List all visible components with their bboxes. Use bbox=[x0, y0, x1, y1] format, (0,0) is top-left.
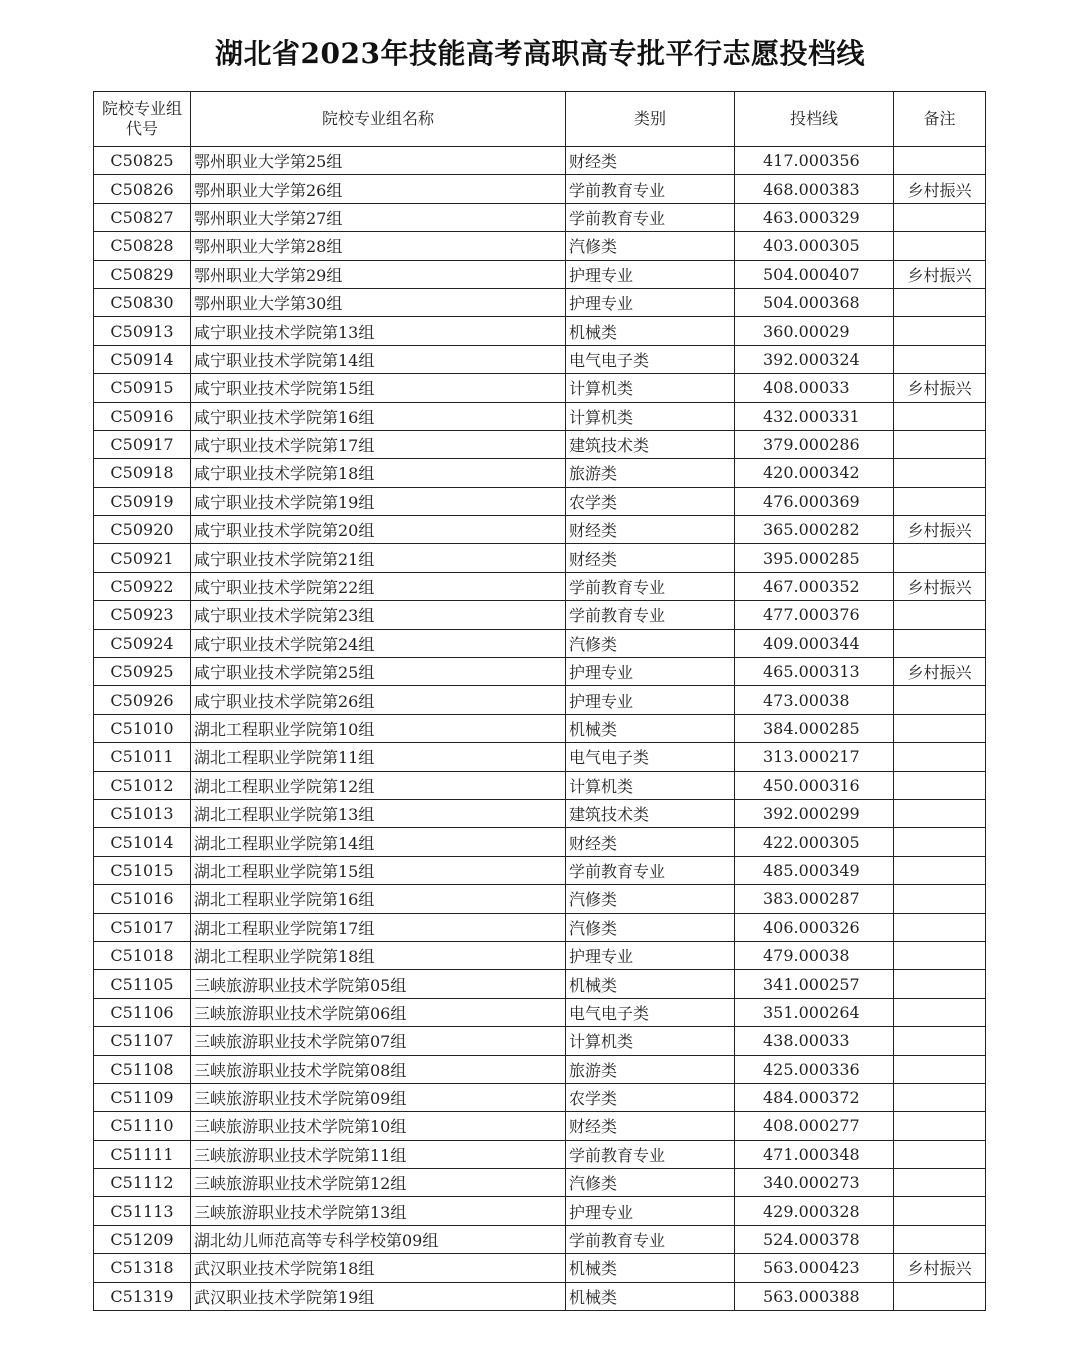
cell-remark bbox=[894, 1027, 986, 1055]
cell-remark bbox=[894, 1112, 986, 1140]
cell-code: C50923 bbox=[94, 601, 191, 629]
cell-code: C51011 bbox=[94, 743, 191, 771]
cell-category: 汽修类 bbox=[566, 885, 735, 913]
cell-score: 395.000285 bbox=[735, 544, 894, 572]
cell-code: C50926 bbox=[94, 686, 191, 714]
cell-name: 鄂州职业大学第27组 bbox=[191, 203, 566, 231]
table-row bbox=[94, 1112, 986, 1140]
table-row bbox=[94, 487, 986, 515]
cell-name: 鄂州职业大学第28组 bbox=[191, 232, 566, 260]
cell-remark bbox=[894, 1083, 986, 1111]
cell-code: C50920 bbox=[94, 516, 191, 544]
cell-code: C51016 bbox=[94, 885, 191, 913]
table-row bbox=[94, 203, 986, 231]
cell-category: 财经类 bbox=[566, 828, 735, 856]
cell-name: 三峡旅游职业技术学院第07组 bbox=[191, 1027, 566, 1055]
cell-remark: 乡村振兴 bbox=[894, 374, 986, 402]
cell-category: 电气电子类 bbox=[566, 345, 735, 373]
cell-remark bbox=[894, 601, 986, 629]
header-remark: 备注 bbox=[894, 92, 986, 147]
cell-name: 湖北工程职业学院第11组 bbox=[191, 743, 566, 771]
table-row bbox=[94, 317, 986, 345]
cell-category: 学前教育专业 bbox=[566, 1140, 735, 1168]
cell-category: 汽修类 bbox=[566, 629, 735, 657]
cell-remark bbox=[894, 1225, 986, 1253]
cell-category: 护理专业 bbox=[566, 260, 735, 288]
table-row bbox=[94, 459, 986, 487]
cell-name: 湖北工程职业学院第13组 bbox=[191, 799, 566, 827]
cell-code: C50922 bbox=[94, 572, 191, 600]
cell-code: C51108 bbox=[94, 1055, 191, 1083]
cell-name: 三峡旅游职业技术学院第11组 bbox=[191, 1140, 566, 1168]
cell-name: 咸宁职业技术学院第16组 bbox=[191, 402, 566, 430]
cell-score: 340.000273 bbox=[735, 1169, 894, 1197]
cell-code: C50917 bbox=[94, 430, 191, 458]
cell-code: C50921 bbox=[94, 544, 191, 572]
cell-score: 379.000286 bbox=[735, 430, 894, 458]
cell-name: 咸宁职业技术学院第24组 bbox=[191, 629, 566, 657]
table-row bbox=[94, 544, 986, 572]
cell-score: 408.000277 bbox=[735, 1112, 894, 1140]
cell-score: 524.000378 bbox=[735, 1225, 894, 1253]
table-row bbox=[94, 856, 986, 884]
cell-code: C51109 bbox=[94, 1083, 191, 1111]
header-score: 投档线 bbox=[735, 92, 894, 147]
cell-name: 咸宁职业技术学院第21组 bbox=[191, 544, 566, 572]
cell-remark bbox=[894, 544, 986, 572]
cell-remark bbox=[894, 998, 986, 1026]
cell-category: 旅游类 bbox=[566, 1055, 735, 1083]
cell-score: 432.000331 bbox=[735, 402, 894, 430]
table-row bbox=[94, 913, 986, 941]
table-body bbox=[94, 147, 986, 1311]
cell-score: 392.000324 bbox=[735, 345, 894, 373]
table-row bbox=[94, 885, 986, 913]
cell-category: 学前教育专业 bbox=[566, 203, 735, 231]
cell-score: 471.000348 bbox=[735, 1140, 894, 1168]
cell-score: 425.000336 bbox=[735, 1055, 894, 1083]
cell-remark bbox=[894, 885, 986, 913]
cell-code: C50914 bbox=[94, 345, 191, 373]
cell-score: 360.00029 bbox=[735, 317, 894, 345]
cell-name: 武汉职业技术学院第19组 bbox=[191, 1282, 566, 1310]
cell-code: C51319 bbox=[94, 1282, 191, 1310]
cell-code: C50826 bbox=[94, 175, 191, 203]
cell-code: C51018 bbox=[94, 941, 191, 969]
table-row bbox=[94, 1083, 986, 1111]
cell-score: 403.000305 bbox=[735, 232, 894, 260]
cell-score: 429.000328 bbox=[735, 1197, 894, 1225]
table-row bbox=[94, 1254, 986, 1282]
cell-remark bbox=[894, 714, 986, 742]
table-row bbox=[94, 288, 986, 316]
cell-name: 三峡旅游职业技术学院第09组 bbox=[191, 1083, 566, 1111]
cell-name: 鄂州职业大学第30组 bbox=[191, 288, 566, 316]
cell-name: 湖北工程职业学院第10组 bbox=[191, 714, 566, 742]
cell-remark bbox=[894, 941, 986, 969]
cell-category: 计算机类 bbox=[566, 1027, 735, 1055]
cell-score: 484.000372 bbox=[735, 1083, 894, 1111]
cell-remark bbox=[894, 203, 986, 231]
cell-name: 鄂州职业大学第29组 bbox=[191, 260, 566, 288]
cell-code: C51112 bbox=[94, 1169, 191, 1197]
table-row bbox=[94, 402, 986, 430]
cell-category: 计算机类 bbox=[566, 771, 735, 799]
cell-category: 电气电子类 bbox=[566, 998, 735, 1026]
cell-name: 咸宁职业技术学院第18组 bbox=[191, 459, 566, 487]
cell-name: 咸宁职业技术学院第22组 bbox=[191, 572, 566, 600]
cell-score: 563.000423 bbox=[735, 1254, 894, 1282]
cell-score: 450.000316 bbox=[735, 771, 894, 799]
cell-name: 湖北工程职业学院第12组 bbox=[191, 771, 566, 799]
cell-score: 467.000352 bbox=[735, 572, 894, 600]
table-row bbox=[94, 1140, 986, 1168]
cell-category: 农学类 bbox=[566, 1083, 735, 1111]
cell-score: 477.000376 bbox=[735, 601, 894, 629]
cell-code: C50913 bbox=[94, 317, 191, 345]
cell-category: 机械类 bbox=[566, 714, 735, 742]
cell-score: 341.000257 bbox=[735, 970, 894, 998]
table-row bbox=[94, 771, 986, 799]
cell-name: 湖北工程职业学院第18组 bbox=[191, 941, 566, 969]
cell-name: 三峡旅游职业技术学院第13组 bbox=[191, 1197, 566, 1225]
cell-remark bbox=[894, 232, 986, 260]
cell-category: 财经类 bbox=[566, 516, 735, 544]
cell-remark bbox=[894, 1169, 986, 1197]
table-row bbox=[94, 1225, 986, 1253]
cell-code: C51014 bbox=[94, 828, 191, 856]
table-row bbox=[94, 1169, 986, 1197]
cell-category: 学前教育专业 bbox=[566, 572, 735, 600]
table-row bbox=[94, 629, 986, 657]
cell-score: 473.00038 bbox=[735, 686, 894, 714]
cell-name: 咸宁职业技术学院第14组 bbox=[191, 345, 566, 373]
cell-category: 汽修类 bbox=[566, 913, 735, 941]
cell-name: 咸宁职业技术学院第26组 bbox=[191, 686, 566, 714]
table-row bbox=[94, 1027, 986, 1055]
table-row bbox=[94, 1197, 986, 1225]
cell-remark bbox=[894, 317, 986, 345]
cell-name: 鄂州职业大学第26组 bbox=[191, 175, 566, 203]
table-row bbox=[94, 260, 986, 288]
cell-name: 咸宁职业技术学院第19组 bbox=[191, 487, 566, 515]
cell-category: 建筑技术类 bbox=[566, 799, 735, 827]
cell-code: C51017 bbox=[94, 913, 191, 941]
cell-code: C50915 bbox=[94, 374, 191, 402]
table-row bbox=[94, 658, 986, 686]
header-name: 院校专业组名称 bbox=[191, 92, 566, 147]
cell-remark bbox=[894, 430, 986, 458]
cell-code: C51318 bbox=[94, 1254, 191, 1282]
cell-score: 392.000299 bbox=[735, 799, 894, 827]
cell-category: 护理专业 bbox=[566, 686, 735, 714]
cell-remark bbox=[894, 147, 986, 175]
cell-code: C50827 bbox=[94, 203, 191, 231]
header-code: 院校专业组代号 bbox=[94, 92, 191, 147]
cell-category: 学前教育专业 bbox=[566, 601, 735, 629]
cell-remark bbox=[894, 856, 986, 884]
table-row bbox=[94, 374, 986, 402]
cell-name: 咸宁职业技术学院第23组 bbox=[191, 601, 566, 629]
cell-remark bbox=[894, 1140, 986, 1168]
cell-remark bbox=[894, 629, 986, 657]
cell-score: 479.00038 bbox=[735, 941, 894, 969]
cell-code: C51106 bbox=[94, 998, 191, 1026]
cell-name: 咸宁职业技术学院第20组 bbox=[191, 516, 566, 544]
cell-code: C51013 bbox=[94, 799, 191, 827]
cell-remark bbox=[894, 288, 986, 316]
cell-name: 鄂州职业大学第25组 bbox=[191, 147, 566, 175]
cell-code: C50925 bbox=[94, 658, 191, 686]
cell-name: 三峡旅游职业技术学院第06组 bbox=[191, 998, 566, 1026]
cell-remark: 乡村振兴 bbox=[894, 260, 986, 288]
cell-code: C51010 bbox=[94, 714, 191, 742]
table-row bbox=[94, 799, 986, 827]
cell-remark bbox=[894, 970, 986, 998]
cell-name: 湖北幼儿师范高等专科学校第09组 bbox=[191, 1225, 566, 1253]
cell-remark bbox=[894, 799, 986, 827]
cell-score: 365.000282 bbox=[735, 516, 894, 544]
cell-name: 咸宁职业技术学院第17组 bbox=[191, 430, 566, 458]
table-row bbox=[94, 572, 986, 600]
cell-score: 351.000264 bbox=[735, 998, 894, 1026]
cell-name: 咸宁职业技术学院第15组 bbox=[191, 374, 566, 402]
cell-category: 电气电子类 bbox=[566, 743, 735, 771]
cell-code: C50828 bbox=[94, 232, 191, 260]
cell-score: 313.000217 bbox=[735, 743, 894, 771]
cell-category: 机械类 bbox=[566, 1282, 735, 1310]
cell-remark bbox=[894, 402, 986, 430]
cell-score: 485.000349 bbox=[735, 856, 894, 884]
cell-score: 408.00033 bbox=[735, 374, 894, 402]
cell-remark bbox=[894, 743, 986, 771]
cell-name: 三峡旅游职业技术学院第10组 bbox=[191, 1112, 566, 1140]
cell-remark bbox=[894, 345, 986, 373]
cell-name: 咸宁职业技术学院第13组 bbox=[191, 317, 566, 345]
cell-name: 湖北工程职业学院第17组 bbox=[191, 913, 566, 941]
table-row bbox=[94, 743, 986, 771]
table-row bbox=[94, 430, 986, 458]
cell-score: 463.000329 bbox=[735, 203, 894, 231]
cell-category: 旅游类 bbox=[566, 459, 735, 487]
cell-code: C50919 bbox=[94, 487, 191, 515]
cell-category: 机械类 bbox=[566, 970, 735, 998]
cell-remark: 乡村振兴 bbox=[894, 1254, 986, 1282]
table-row bbox=[94, 998, 986, 1026]
cell-code: C50916 bbox=[94, 402, 191, 430]
cell-remark bbox=[894, 913, 986, 941]
cell-score: 465.000313 bbox=[735, 658, 894, 686]
cell-score: 417.000356 bbox=[735, 147, 894, 175]
cell-score: 504.000368 bbox=[735, 288, 894, 316]
cell-category: 农学类 bbox=[566, 487, 735, 515]
cell-code: C51107 bbox=[94, 1027, 191, 1055]
table-row bbox=[94, 345, 986, 373]
table-row bbox=[94, 828, 986, 856]
table-row bbox=[94, 686, 986, 714]
cell-category: 机械类 bbox=[566, 317, 735, 345]
cell-code: C51105 bbox=[94, 970, 191, 998]
table-row bbox=[94, 601, 986, 629]
cell-name: 三峡旅游职业技术学院第08组 bbox=[191, 1055, 566, 1083]
cell-score: 504.000407 bbox=[735, 260, 894, 288]
cell-category: 计算机类 bbox=[566, 402, 735, 430]
cell-name: 咸宁职业技术学院第25组 bbox=[191, 658, 566, 686]
cell-category: 护理专业 bbox=[566, 658, 735, 686]
cell-category: 护理专业 bbox=[566, 941, 735, 969]
table-row bbox=[94, 147, 986, 175]
table-header-row bbox=[94, 92, 986, 147]
page-title: 湖北省2023年技能高考高职高专批平行志愿投档线 bbox=[215, 37, 865, 70]
header-category: 类别 bbox=[566, 92, 735, 147]
cell-score: 409.000344 bbox=[735, 629, 894, 657]
cell-remark: 乡村振兴 bbox=[894, 516, 986, 544]
table-row bbox=[94, 175, 986, 203]
cell-name: 三峡旅游职业技术学院第05组 bbox=[191, 970, 566, 998]
cell-category: 汽修类 bbox=[566, 1169, 735, 1197]
cell-code: C51012 bbox=[94, 771, 191, 799]
cell-remark bbox=[894, 1197, 986, 1225]
cell-score: 406.000326 bbox=[735, 913, 894, 941]
cell-category: 财经类 bbox=[566, 147, 735, 175]
admission-score-table bbox=[93, 91, 986, 1311]
cell-remark: 乡村振兴 bbox=[894, 658, 986, 686]
cell-score: 420.000342 bbox=[735, 459, 894, 487]
cell-category: 财经类 bbox=[566, 1112, 735, 1140]
cell-remark: 乡村振兴 bbox=[894, 572, 986, 600]
cell-category: 汽修类 bbox=[566, 232, 735, 260]
table-row bbox=[94, 941, 986, 969]
cell-category: 计算机类 bbox=[566, 374, 735, 402]
cell-code: C50924 bbox=[94, 629, 191, 657]
cell-code: C51110 bbox=[94, 1112, 191, 1140]
cell-remark bbox=[894, 459, 986, 487]
cell-name: 武汉职业技术学院第18组 bbox=[191, 1254, 566, 1282]
cell-remark bbox=[894, 1282, 986, 1310]
cell-score: 438.00033 bbox=[735, 1027, 894, 1055]
cell-remark bbox=[894, 771, 986, 799]
cell-score: 468.000383 bbox=[735, 175, 894, 203]
cell-remark bbox=[894, 686, 986, 714]
table-row bbox=[94, 1055, 986, 1083]
cell-category: 护理专业 bbox=[566, 1197, 735, 1225]
cell-category: 护理专业 bbox=[566, 288, 735, 316]
cell-name: 三峡旅游职业技术学院第12组 bbox=[191, 1169, 566, 1197]
cell-remark bbox=[894, 828, 986, 856]
cell-remark bbox=[894, 1055, 986, 1083]
cell-code: C51113 bbox=[94, 1197, 191, 1225]
cell-category: 学前教育专业 bbox=[566, 175, 735, 203]
cell-code: C51015 bbox=[94, 856, 191, 884]
cell-category: 学前教育专业 bbox=[566, 856, 735, 884]
cell-name: 湖北工程职业学院第14组 bbox=[191, 828, 566, 856]
table-row bbox=[94, 232, 986, 260]
table-row bbox=[94, 1282, 986, 1310]
cell-code: C50825 bbox=[94, 147, 191, 175]
cell-score: 563.000388 bbox=[735, 1282, 894, 1310]
cell-remark bbox=[894, 487, 986, 515]
cell-category: 财经类 bbox=[566, 544, 735, 572]
table-row bbox=[94, 516, 986, 544]
table-row bbox=[94, 714, 986, 742]
cell-score: 384.000285 bbox=[735, 714, 894, 742]
cell-remark: 乡村振兴 bbox=[894, 175, 986, 203]
cell-code: C50830 bbox=[94, 288, 191, 316]
cell-score: 422.000305 bbox=[735, 828, 894, 856]
cell-name: 湖北工程职业学院第15组 bbox=[191, 856, 566, 884]
cell-code: C50918 bbox=[94, 459, 191, 487]
cell-category: 机械类 bbox=[566, 1254, 735, 1282]
cell-category: 建筑技术类 bbox=[566, 430, 735, 458]
cell-name: 湖北工程职业学院第16组 bbox=[191, 885, 566, 913]
cell-code: C51111 bbox=[94, 1140, 191, 1168]
cell-score: 476.000369 bbox=[735, 487, 894, 515]
cell-code: C51209 bbox=[94, 1225, 191, 1253]
cell-score: 383.000287 bbox=[735, 885, 894, 913]
cell-category: 学前教育专业 bbox=[566, 1225, 735, 1253]
cell-code: C50829 bbox=[94, 260, 191, 288]
table-row bbox=[94, 970, 986, 998]
